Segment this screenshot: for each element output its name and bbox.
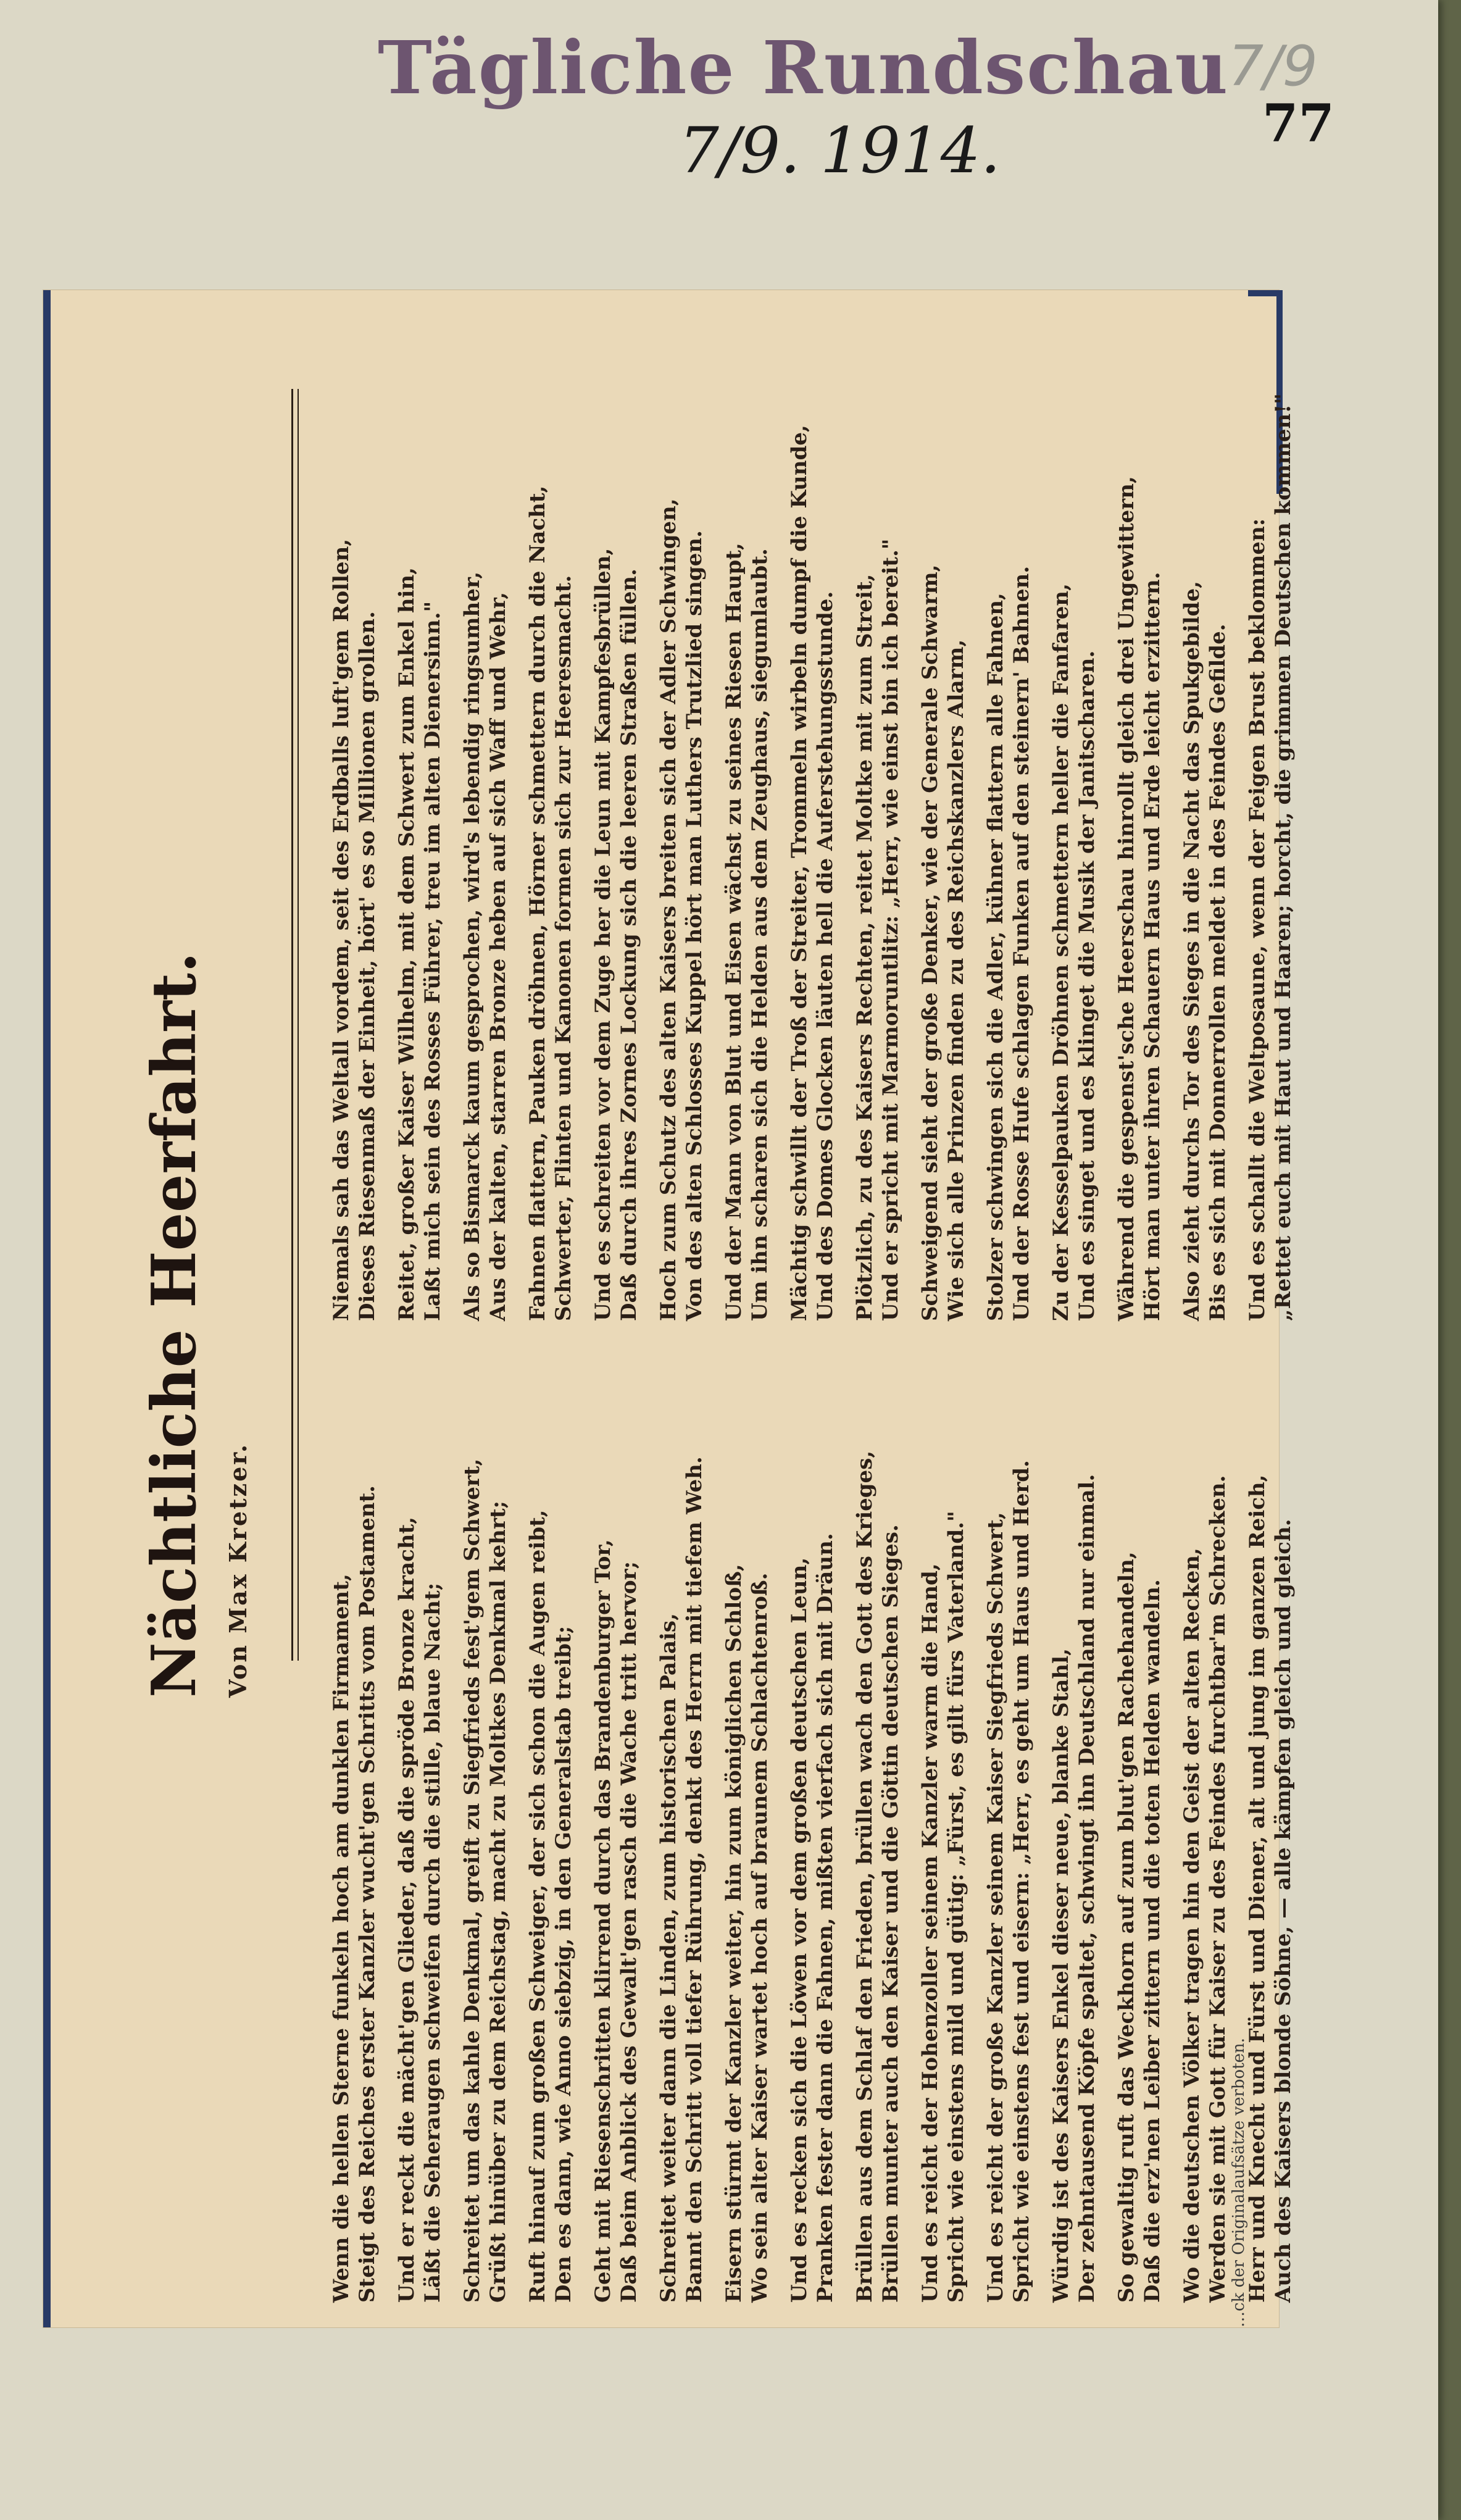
poem-line: Pranken fester dann die Fahnen, mißten vierfach sich mit Dräun.	[813, 1533, 838, 2303]
poem-stanza	[1244, 393, 1296, 1321]
poem-line: Herr und Knecht und Fürst und Diener, alt und jung im ganzen Reich,	[1245, 1474, 1270, 2303]
poem-line: Und es recken sich die Löwen vor dem großen deutschen Leun,	[787, 1557, 812, 2303]
poem-line: Daß die erz'nen Leiber zittern und die toten Helden wandeln.	[1140, 1579, 1165, 2303]
poem-column-right	[328, 393, 1310, 1321]
poem-line: Während die gespenst'sche Heerschau hinrollt gleich drei Ungewittern,	[1114, 476, 1139, 1321]
poem-stanza	[1113, 1414, 1165, 2303]
poem-stanza	[328, 432, 380, 1321]
poem-stanza	[328, 1414, 380, 2303]
poem-line: Und er reckt die mächt'gen Glieder, daß die spröde Bronze kracht,	[394, 1516, 419, 2303]
poem-line: Eisern stürmt der Kanzler weiter, hin zum königlichen Schloß,	[722, 1564, 746, 2303]
poem-line: Stolzer schwingen sich die Adler, kühner flattern alle Fahnen,	[983, 593, 1008, 1321]
poem-line: Und der Mann von Blut und Eisen wächst zu seines Riesen Haupt,	[722, 543, 746, 1321]
poem-column-left	[328, 1414, 1310, 2303]
poem-line: Fahnen flattern, Pauken dröhnen, Hörner schmettern durch die Nacht,	[525, 485, 550, 1321]
poem-line: Als so Bismarck kaum gesprochen, wird's lebendig ringsumher,	[460, 571, 485, 1321]
handwritten-date: 7/9. 1914.	[679, 114, 1001, 188]
poem-line: Brüllen munter auch den Kaiser und die Göttin deutschen Sieges.	[878, 1524, 903, 2303]
poem-line: Niemals sah das Weltall vordem, seit des Erdballs luft'gem Rollen,	[329, 538, 354, 1321]
poem-line: Wie sich alle Prinzen finden zu des Reichskanzlers Alarm,	[944, 639, 968, 1321]
poem-line: Spricht wie einstens mild und gütig: „Fürst, es gilt fürs Vaterland."	[944, 1511, 968, 2303]
poem-line: Wenn die hellen Sterne funkeln hoch am dunklen Firmament,	[329, 1574, 354, 2303]
poem-stanza	[1048, 432, 1100, 1321]
poem-line: Plötzlich, zu des Kaisers Rechten, reitet Moltke mit zum Streit,	[852, 574, 877, 1321]
poem-line: Geht mit Riesenschritten klirrend durch das Brandenburger Tor,	[591, 1539, 615, 2303]
poem-line: Und des Domes Glocken läuten hell die Auferstehungsstunde.	[813, 591, 838, 1321]
poem-line: Und es schallt die Weltposaune, wenn der Feigen Brust beklommen:	[1245, 518, 1270, 1321]
poem-line: Bannt den Schritt voll tiefer Rührung, denkt des Herrn mit tiefem Weh.	[682, 1456, 707, 2303]
poem-stanza	[917, 1414, 969, 2303]
poem-line: Zu der Kesselpauken Dröhnen schmettern heller die Fanfaren,	[1049, 583, 1073, 1321]
poem-line: Spricht wie einstens fest und eisern: „Herr, es geht um Haus und Herd.	[1009, 1460, 1034, 2303]
poem-stanza	[525, 432, 576, 1321]
poem-line: Würdig ist des Kaisers Enkel dieser neue, blanke Stahl,	[1049, 1648, 1073, 2303]
poem-line: Von des alten Schlosses Kuppel hört man Luthers Trutzlied singen.	[682, 530, 707, 1321]
poem-line: Schreitet um das kahle Denkmal, greift zu Siegfrieds fest'gem Schwert,	[460, 1458, 485, 2303]
poem-line: Grüßt hinüber zu dem Reichstag, macht zu Moltkes Denkmal kehrt;	[486, 1500, 510, 2303]
poem-line: „Rettet euch mit Haut und Haaren; horcht, die grimmen Deutschen kommen!"	[1271, 393, 1296, 1321]
poem-stanza	[459, 1414, 511, 2303]
poem-line: Brüllen aus dem Schlaf den Frieden, brüllen wach den Gott des Krieges,	[852, 1450, 877, 2303]
newspaper-clipping	[43, 290, 1296, 2327]
article-byline: Von Max Kretzer.	[223, 1442, 252, 1698]
poem-line: Werden sie mit Gott für Kaiser zu des Feindes furchtbar'm Schrecken.	[1205, 1475, 1230, 2303]
poem-stanza	[852, 432, 904, 1321]
poem-line: Und es reicht der große Kanzler seinem Kaiser Siegfrieds Schwert,	[983, 1512, 1008, 2303]
pencil-note: 7/9	[1228, 34, 1318, 99]
poem-stanza	[721, 1414, 773, 2303]
poem-stanza	[656, 432, 707, 1321]
poem-line: Und es singet und es klinget die Musik der Janitscharen.	[1075, 650, 1099, 1321]
poem-line: Schreitet weiter dann die Linden, zum historischen Palais,	[656, 1613, 681, 2303]
poem-stanza	[459, 432, 511, 1321]
poem-line: Dieses Riesenmaß der Einheit, hört' es so Millionen grollen.	[355, 611, 380, 1321]
poem-stanza	[786, 1414, 838, 2303]
poem-line: Und der Rosse Hufe schlagen Funken auf den steinern' Bahnen.	[1009, 565, 1034, 1321]
poem-line: Steigt des Reiches erster Kanzler wucht'gen Schritts vom Postament.	[355, 1485, 380, 2303]
poem-stanza	[983, 432, 1034, 1321]
poem-line: So gewaltig ruft das Weckhorn auf zum blut'gen Rachehandeln,	[1114, 1551, 1139, 2303]
newspaper-stamp: Tägliche Rundschau	[378, 25, 1230, 111]
poem-line: Wo sein alter Kaiser wartet hoch auf braunem Schlachtenroß.	[747, 1572, 772, 2303]
article-title: Nächtliche Heerfahrt.	[139, 952, 210, 1698]
poem-line: Um ihn scharen sich die Helden aus dem Zeughaus, siegumlaubt.	[747, 548, 772, 1321]
double-rule-divider	[291, 389, 299, 1661]
poem-stanza	[786, 425, 838, 1321]
page-number: 77	[1262, 93, 1334, 154]
poem-line: Der zehntausend Köpfe spaltet, schwingt ihn Deutschland nur einmal.	[1075, 1474, 1099, 2303]
poem-line: Hoch zum Schutz des alten Kaisers breiten sich der Adler Schwingen,	[656, 498, 681, 1321]
poem-line: Läßt die Seheraugen schweifen durch die stille, blaue Nacht;	[420, 1582, 445, 2303]
poem-stanza	[525, 1414, 576, 2303]
poem-line: Schwerter, Flinten und Kanonen formen sich zur Heeresmacht.	[551, 575, 576, 1321]
poem-stanza	[852, 1414, 904, 2303]
poem-line: Schweigend sieht der große Denker, wie der Generale Schwarm,	[918, 564, 943, 1321]
poem-line: Und es schreiten vor dem Zuge her die Leun mit Kampfesbrüllen,	[591, 548, 615, 1321]
poem-stanza	[1244, 1414, 1296, 2303]
poem-line: Und es reicht der Hohenzoller seinem Kanzler warm die Hand,	[918, 1563, 943, 2303]
poem-line: Reitet, großer Kaiser Wilhelm, mit dem Schwert zum Enkel hin,	[394, 567, 419, 1321]
poem-line: Ruft hinauf zum großen Schweiger, der sich schon die Augen reibt,	[525, 1509, 550, 2303]
poem-stanza	[721, 432, 773, 1321]
poem-stanza	[917, 432, 969, 1321]
poem-stanza	[590, 432, 642, 1321]
poem-line: Aus der kalten, starren Bronze heben auf sich Waff und Wehr,	[486, 591, 510, 1321]
poem-stanza	[1048, 1414, 1100, 2303]
poem-stanza	[983, 1414, 1034, 2303]
poem-line: Daß durch ihres Zornes Lockung sich die leeren Straßen füllen.	[617, 569, 641, 1321]
poem-line: Wo die deutschen Völker tragen hin den Geist der alten Recken,	[1180, 1548, 1204, 2303]
poem-stanza	[1179, 1414, 1231, 2303]
poem-line: Also zieht durchs Tor des Sieges in die Nacht das Spukgebilde,	[1180, 581, 1204, 1321]
article-heading	[139, 895, 252, 1698]
poem-stanza	[656, 1414, 707, 2303]
poem-stanza	[590, 1414, 642, 2303]
poem-line: Hört man unter ihren Schauern Haus und Erde leicht erzittern.	[1140, 572, 1165, 1321]
poem-line: Laßt mich sein des Rosses Führer, treu im alten Dienersinn."	[420, 601, 445, 1321]
poem-line: Bis es sich mit Donnerrollen meldet in des Feindes Gefilde.	[1205, 624, 1230, 1321]
poem-line: Mächtig schwillt der Troß der Streiter, Trommeln wirbeln dumpf die Kunde,	[787, 425, 812, 1321]
poem-line: Den es dann, wie Anno siebzig, in den Generalstab treibt;	[551, 1625, 576, 2303]
reprint-notice: …ck der Originalaufsätze verboten.	[1230, 2037, 1248, 2327]
poem-stanza	[1113, 432, 1165, 1321]
poem-stanza	[394, 1414, 446, 2303]
poem-line: Auch des Kaisers blonde Söhne, — alle kämpfen gleich und gleich.	[1271, 1519, 1296, 2303]
rotated-article	[51, 290, 1296, 2327]
poem-stanza	[1179, 432, 1231, 1321]
poem-line: Daß beim Anblick des Gewalt'gen rasch die Wache tritt hervor;	[617, 1561, 641, 2303]
poem-stanza	[394, 432, 446, 1321]
poem-line: Und er spricht mit Marmoruntlitz: „Herr, wie einst bin ich bereit."	[878, 538, 903, 1321]
